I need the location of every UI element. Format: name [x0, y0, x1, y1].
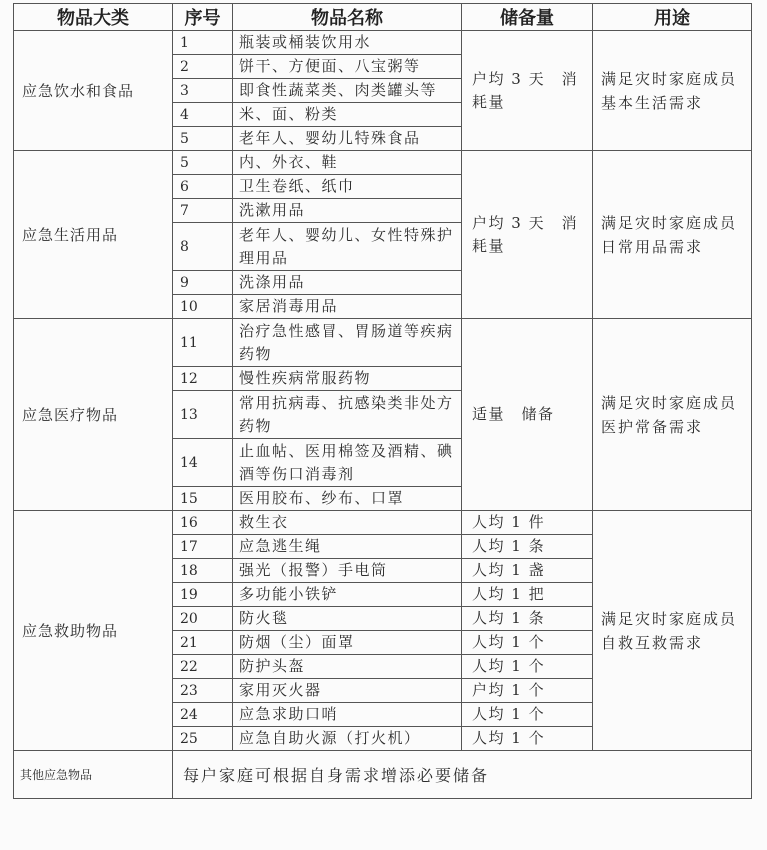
seq-cell: 15 — [173, 487, 233, 511]
reserve-cell: 户均 3 天 消耗量 — [462, 31, 593, 151]
item-name-cell: 应急求助口哨 — [233, 703, 462, 727]
category-cell: 应急饮水和食品 — [14, 31, 173, 151]
emergency-supplies-table — [13, 3, 752, 799]
item-name-cell: 内、外衣、鞋 — [233, 151, 462, 175]
seq-cell: 14 — [173, 439, 233, 487]
use-cell: 满足灾时家庭成员日常用品需求 — [593, 151, 752, 319]
item-name-cell: 即食性蔬菜类、肉类罐头等 — [233, 79, 462, 103]
item-name-cell: 洗涤用品 — [233, 271, 462, 295]
reserve-cell: 人均 1 个 — [462, 655, 593, 679]
reserve-cell: 人均 1 条 — [462, 535, 593, 559]
item-name-cell: 医用胶布、纱布、口罩 — [233, 487, 462, 511]
use-cell: 满足灾时家庭成员自救互救需求 — [593, 511, 752, 751]
item-name-cell: 止血帖、医用棉签及酒精、碘酒等伤口消毒剂 — [233, 439, 462, 487]
use-cell: 满足灾时家庭成员医护常备需求 — [593, 319, 752, 511]
seq-cell: 4 — [173, 103, 233, 127]
category-cell: 应急救助物品 — [14, 511, 173, 751]
header-category: 物品大类 — [14, 4, 173, 31]
item-name-cell: 瓶装或桶装饮用水 — [233, 31, 462, 55]
item-name-cell: 强光（报警）手电筒 — [233, 559, 462, 583]
item-name-cell: 防烟（尘）面罩 — [233, 631, 462, 655]
item-name-cell: 防护头盔 — [233, 655, 462, 679]
seq-cell: 13 — [173, 391, 233, 439]
reserve-cell: 人均 1 把 — [462, 583, 593, 607]
seq-cell: 12 — [173, 367, 233, 391]
header-item-name: 物品名称 — [233, 4, 462, 31]
table-row — [14, 151, 752, 175]
reserve-cell: 适量 储备 — [462, 319, 593, 511]
seq-cell: 7 — [173, 199, 233, 223]
other-category-cell: 其他应急物品 — [14, 751, 173, 799]
item-name-cell: 防火毯 — [233, 607, 462, 631]
item-name-cell: 多功能小铁铲 — [233, 583, 462, 607]
seq-cell: 19 — [173, 583, 233, 607]
category-cell: 应急医疗物品 — [14, 319, 173, 511]
item-name-cell: 应急自助火源（打火机） — [233, 727, 462, 751]
seq-cell: 24 — [173, 703, 233, 727]
reserve-cell: 人均 1 个 — [462, 703, 593, 727]
item-name-cell: 米、面、粉类 — [233, 103, 462, 127]
seq-cell: 21 — [173, 631, 233, 655]
item-name-cell: 卫生卷纸、纸巾 — [233, 175, 462, 199]
seq-cell: 10 — [173, 295, 233, 319]
reserve-cell: 户均 3 天 消耗量 — [462, 151, 593, 319]
header-seq: 序号 — [173, 4, 233, 31]
header-row — [14, 4, 752, 31]
use-cell: 满足灾时家庭成员基本生活需求 — [593, 31, 752, 151]
emergency-supplies-table-sheet — [13, 3, 751, 835]
other-row — [14, 751, 752, 799]
seq-cell: 3 — [173, 79, 233, 103]
reserve-cell: 人均 1 个 — [462, 727, 593, 751]
seq-cell: 16 — [173, 511, 233, 535]
reserve-cell: 户均 1 个 — [462, 679, 593, 703]
item-name-cell: 洗漱用品 — [233, 199, 462, 223]
seq-cell: 17 — [173, 535, 233, 559]
item-name-cell: 家居消毒用品 — [233, 295, 462, 319]
item-name-cell: 饼干、方便面、八宝粥等 — [233, 55, 462, 79]
item-name-cell: 救生衣 — [233, 511, 462, 535]
seq-cell: 18 — [173, 559, 233, 583]
seq-cell: 1 — [173, 31, 233, 55]
seq-cell: 23 — [173, 679, 233, 703]
header-use: 用途 — [593, 4, 752, 31]
other-note-cell: 每户家庭可根据自身需求增添必要储备 — [173, 751, 752, 799]
seq-cell: 22 — [173, 655, 233, 679]
item-name-cell: 家用灭火器 — [233, 679, 462, 703]
seq-cell: 6 — [173, 175, 233, 199]
item-name-cell: 老年人、婴幼儿特殊食品 — [233, 127, 462, 151]
reserve-cell: 人均 1 盏 — [462, 559, 593, 583]
item-name-cell: 老年人、婴幼儿、女性特殊护理用品 — [233, 223, 462, 271]
seq-cell: 9 — [173, 271, 233, 295]
seq-cell: 25 — [173, 727, 233, 751]
item-name-cell: 治疗急性感冒、胃肠道等疾病药物 — [233, 319, 462, 367]
reserve-cell: 人均 1 条 — [462, 607, 593, 631]
header-reserve: 储备量 — [462, 4, 593, 31]
table-row — [14, 319, 752, 367]
seq-cell: 2 — [173, 55, 233, 79]
table-row — [14, 511, 752, 535]
item-name-cell: 应急逃生绳 — [233, 535, 462, 559]
seq-cell: 20 — [173, 607, 233, 631]
item-name-cell: 慢性疾病常服药物 — [233, 367, 462, 391]
seq-cell: 5 — [173, 127, 233, 151]
reserve-cell: 人均 1 个 — [462, 631, 593, 655]
item-name-cell: 常用抗病毒、抗感染类非处方药物 — [233, 391, 462, 439]
table-row — [14, 31, 752, 55]
seq-cell: 11 — [173, 319, 233, 367]
reserve-cell: 人均 1 件 — [462, 511, 593, 535]
seq-cell: 5 — [173, 151, 233, 175]
seq-cell: 8 — [173, 223, 233, 271]
category-cell: 应急生活用品 — [14, 151, 173, 319]
